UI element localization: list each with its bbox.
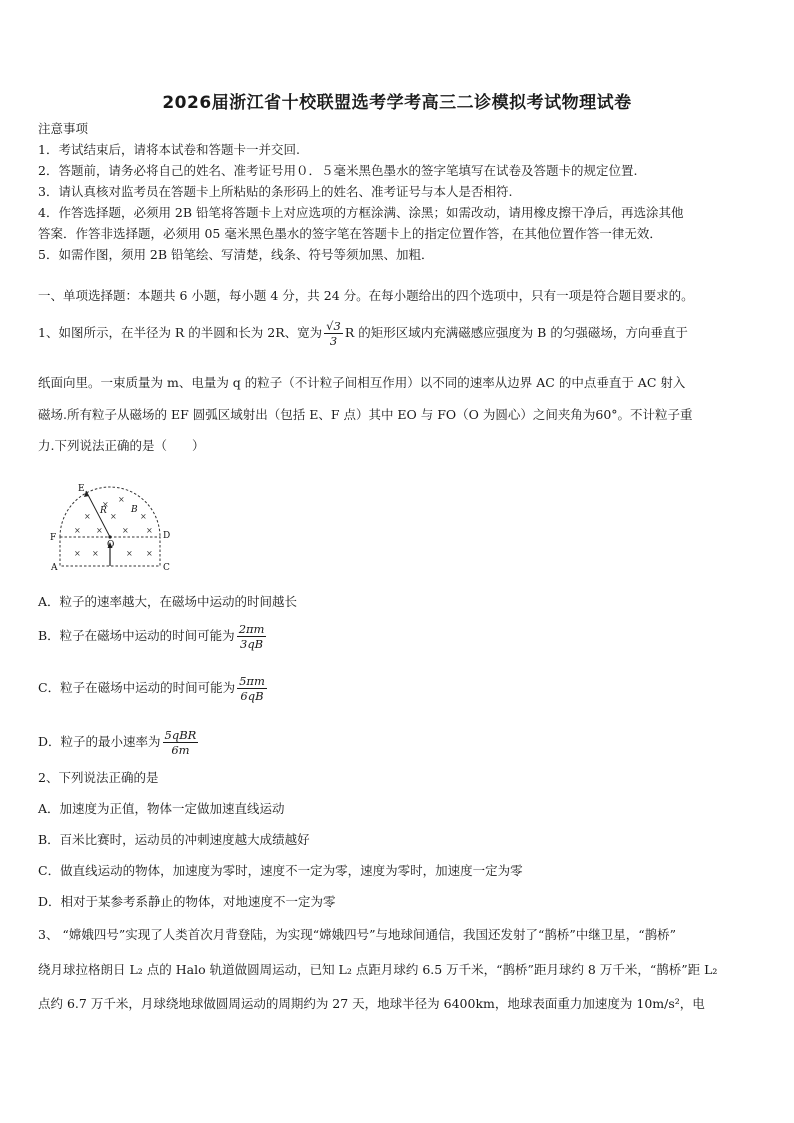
q1-line-3: 磁场.所有粒子从磁场的 EF 圆弧区域射出（包括 E、F 点）其中 EO 与 FO（O 为圆心）之间夹角为60°。不计粒子重	[38, 407, 693, 422]
label-o: O	[107, 540, 115, 550]
label-r: R	[100, 506, 107, 516]
q2-option-a: A．加速度为正值，物体一定做加速直线运动	[38, 801, 285, 816]
label-f: F	[50, 533, 57, 543]
label-d: D	[163, 531, 171, 541]
q1-option-b	[38, 620, 756, 652]
label-b: B	[131, 505, 138, 515]
q1-option-c-text: C．粒子在磁场中运动的时间可能为	[38, 680, 236, 695]
q2-option-d: D．相对于某参考系静止的物体，对地速度不一定为零	[38, 894, 336, 909]
q1-text-a: 1、如图所示，在半径为 R 的半圆和长为 2R、宽为	[38, 325, 323, 340]
label-e: E	[78, 484, 85, 494]
q1-line-2: 纸面向里。一束质量为 m、电量为 q 的粒子（不计粒子间相互作用）以不同的速率从边界 AC 的中点垂直于 AC 射入	[38, 375, 686, 390]
notice-item-3: 3．请认真核对监考员在答题卡上所粘贴的条形码上的姓名、准考证号与本人是否相符.	[38, 184, 513, 199]
q1-option-c-den: 6qB	[240, 689, 264, 703]
q1-option-a: A．粒子的速率越大，在磁场中运动的时间越长	[38, 594, 298, 609]
field-cross: ×	[84, 512, 91, 521]
field-cross: ×	[118, 495, 125, 504]
q2-option-b: B．百米比赛时，运动员的冲刺速度越大成绩越好	[38, 832, 310, 847]
notice-item-4-cont: 答案．作答非选择题，必须用 05 毫米黑色墨水的签字笔在答题卡上的指定位置作答，在其他位置作答一律无效．	[38, 226, 662, 241]
notice-item-1: 1．考试结束后，请将本试卷和答题卡一并交回.	[38, 142, 300, 157]
q1-option-d-fraction	[163, 728, 199, 757]
field-cross: ×	[140, 512, 147, 521]
section-heading: 一、单项选择题：本题共 6 小题，每小题 4 分，共 24 分。在每小题给出的四个选项中，只有一项是符合题目要求的。	[38, 288, 694, 303]
q1-option-d-num: 5qBR	[164, 728, 197, 742]
field-cross: ×	[110, 512, 117, 521]
q1-option-d-den: 6m	[171, 743, 190, 757]
q2-stem: 2、下列说法正确的是	[38, 770, 159, 785]
q1-option-b-fraction	[237, 622, 267, 651]
q1-line-4: 力.下列说法正确的是（ ）	[38, 438, 205, 453]
field-cross: ×	[74, 526, 81, 535]
q1-frac-den: 3	[329, 334, 338, 348]
field-cross: ×	[126, 549, 133, 558]
center-point	[108, 535, 111, 538]
q1-option-d	[38, 726, 756, 758]
label-a: A	[51, 563, 58, 573]
notice-item-4: 4．作答选择题，必须用 2B 铅笔将答题卡上对应选项的方框涂满、涂黑；如需改动，请用橡皮擦干净后，再选涂其他	[38, 205, 684, 220]
q1-option-c-fraction	[237, 674, 267, 703]
q1-magnetic-field-figure	[46, 476, 176, 576]
q1-option-c-num: 5πm	[239, 674, 265, 688]
field-cross: ×	[102, 500, 109, 509]
q1-option-d-text: D．粒子的最小速率为	[38, 734, 161, 749]
q1-text-b: R 的矩形区域内充满磁感应强度为 B 的匀强磁场，方向垂直于	[344, 325, 688, 340]
exam-title: 2026届浙江省十校联盟选考学考高三二诊模拟考试物理试卷	[162, 93, 632, 113]
field-cross: ×	[74, 549, 81, 558]
q1-line-1	[38, 318, 756, 348]
label-c: C	[163, 563, 170, 573]
notice-item-2: 2．答题前，请务必将自己的姓名、准考证号用０．５毫米黑色墨水的签字笔填写在试卷及答题卡的规定位置.	[38, 163, 638, 178]
notice-item-5: 5．如需作图，须用 2B 铅笔绘、写清楚，线条、符号等须加黑、加粗．	[38, 247, 434, 262]
notice-heading: 注意事项	[38, 121, 89, 136]
q1-option-b-num: 2πm	[238, 622, 265, 636]
q1-option-c	[38, 672, 756, 704]
field-cross: ×	[96, 526, 103, 535]
q2-option-c: C．做直线运动的物体，加速度为零时，速度不一定为零，速度为零时，加速度一定为零	[38, 863, 523, 878]
q1-option-b-den: 3qB	[240, 637, 264, 651]
field-cross: ×	[122, 526, 129, 535]
field-cross: ×	[146, 526, 153, 535]
q3-line-1: 3、 “嫦娥四号”实现了人类首次月背登陆，为实现“嫦娥四号”与地球间通信，我国还发射了“鹊桥”中继卫星，“鹊桥”	[38, 927, 677, 942]
q3-line-2: 绕月球拉格朗日 L₂ 点的 Halo 轨道做圆周运动，已知 L₂ 点距月球约 6.5 万千米，“鹊桥”距月球约 8 万千米，“鹊桥”距 L₂	[38, 962, 718, 977]
field-cross: ×	[146, 549, 153, 558]
field-cross: ×	[92, 549, 99, 558]
q1-option-b-text: B．粒子在磁场中运动的时间可能为	[38, 628, 235, 643]
q1-fraction	[324, 319, 343, 348]
q3-line-3: 点约 6.7 万千米，月球绕地球做圆周运动的周期约为 27 天，地球半径为 6400km，地球表面重力加速度为 10m/s²，电	[38, 996, 705, 1011]
q1-frac-num: √3	[326, 319, 341, 333]
